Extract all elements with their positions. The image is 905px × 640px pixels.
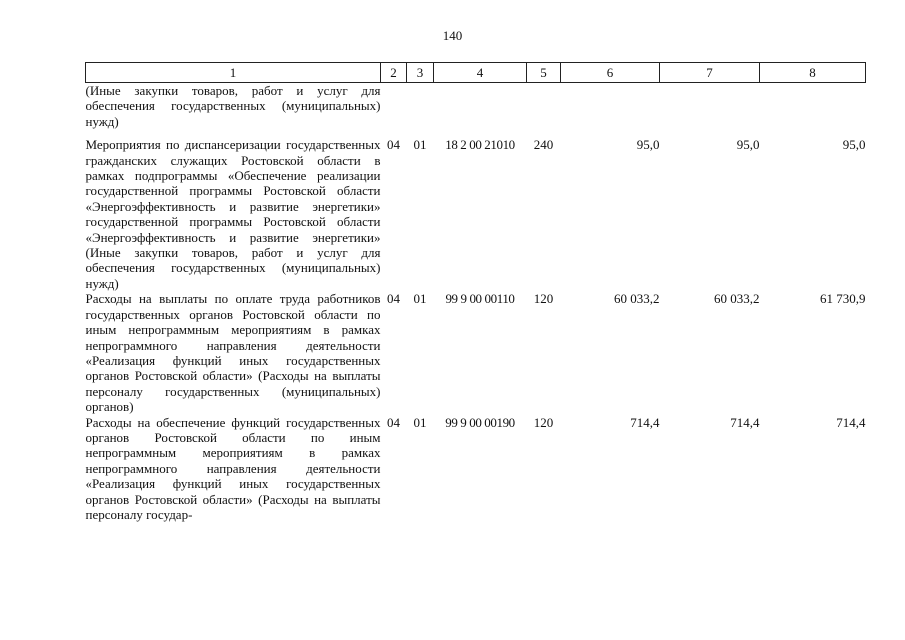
- row-amount-col6: 714,4: [630, 414, 660, 430]
- table-body: [86, 83, 866, 523]
- row-expense-type: 120: [533, 291, 554, 307]
- row-amount-col6: 95,0: [636, 137, 660, 153]
- row-expense-type: 120: [533, 414, 554, 430]
- row-amount-col8: 714,4: [836, 414, 866, 430]
- table-row: [86, 83, 866, 138]
- row-subsection: 01: [413, 137, 427, 153]
- row-subsection: [407, 83, 434, 138]
- header-col-3: 3: [407, 63, 434, 83]
- row-description: Расходы на обеспечение функций государственных органов Ростовской области по иным непрограммным мероприятиям в рамках непрограммного направления деятельности «Реализация функций иных государственных органов Ростовской области» (Расходы на выплаты персоналу государ-: [85, 414, 381, 522]
- row-expense-type: 240: [533, 137, 554, 153]
- row-description: (Иные закупки товаров, работ и услуг для обеспечения государственных (муниципальных) нужд): [85, 83, 381, 129]
- row-description: Мероприятия по диспансеризации государственных гражданских служащих Ростовской области в рамках подпрограммы «Обеспечение реализации государственной программы Ростовской области «Энергоэффективность и развитие энергетики» государственной программы Ростовской области «Энергоэффективность и развитие энергетики» (Иные закупки товаров, работ и услуг для обеспечения государственных (муниципальных) нужд): [85, 137, 381, 291]
- table-row: [86, 291, 866, 414]
- header-col-2: 2: [381, 63, 407, 83]
- row-section: 04: [387, 291, 400, 307]
- row-amount-col8: 95,0: [842, 137, 866, 153]
- row-target-article: 99 9 00 00190: [445, 414, 515, 430]
- header-row: [86, 63, 866, 83]
- row-section: [381, 83, 407, 138]
- row-amount-col8: [760, 83, 866, 138]
- header-col-7: 7: [660, 63, 760, 83]
- row-subsection: 01: [413, 291, 427, 307]
- page-number: 140: [442, 28, 463, 43]
- table-header: [86, 63, 866, 83]
- row-amount-col6: 60 033,2: [614, 291, 660, 307]
- row-expense-type: [527, 83, 561, 138]
- row-target-article: 99 9 00 00110: [445, 291, 515, 307]
- row-target-article: 18 2 00 21010: [445, 137, 515, 153]
- header-col-6: 6: [561, 63, 660, 83]
- row-description: Расходы на выплаты по оплате труда работников государственных органов Ростовской области по иным непрограммным мероприятиям в рамках непрограммного направления деятельности «Реализация функций иных государственных органов Ростовской области» (Расходы на выплаты персоналу государственных (муниципальных) органов): [85, 291, 381, 415]
- row-subsection: 01: [413, 414, 427, 430]
- row-section: 04: [387, 137, 400, 153]
- row-target-article: [434, 83, 527, 138]
- row-section: 04: [387, 414, 400, 430]
- budget-table: [85, 62, 866, 522]
- header-col-8: 8: [760, 63, 866, 83]
- row-amount-col7: 60 033,2: [714, 291, 760, 307]
- header-col-1: 1: [86, 63, 381, 83]
- header-col-4: 4: [434, 63, 527, 83]
- row-amount-col8: 61 730,9: [820, 291, 866, 307]
- table-row: [86, 415, 866, 523]
- row-amount-col7: 714,4: [730, 414, 760, 430]
- row-amount-col7: [660, 83, 760, 138]
- table-row: [86, 137, 866, 291]
- header-col-5: 5: [527, 63, 561, 83]
- row-amount-col6: [561, 83, 660, 138]
- row-amount-col7: 95,0: [736, 137, 760, 153]
